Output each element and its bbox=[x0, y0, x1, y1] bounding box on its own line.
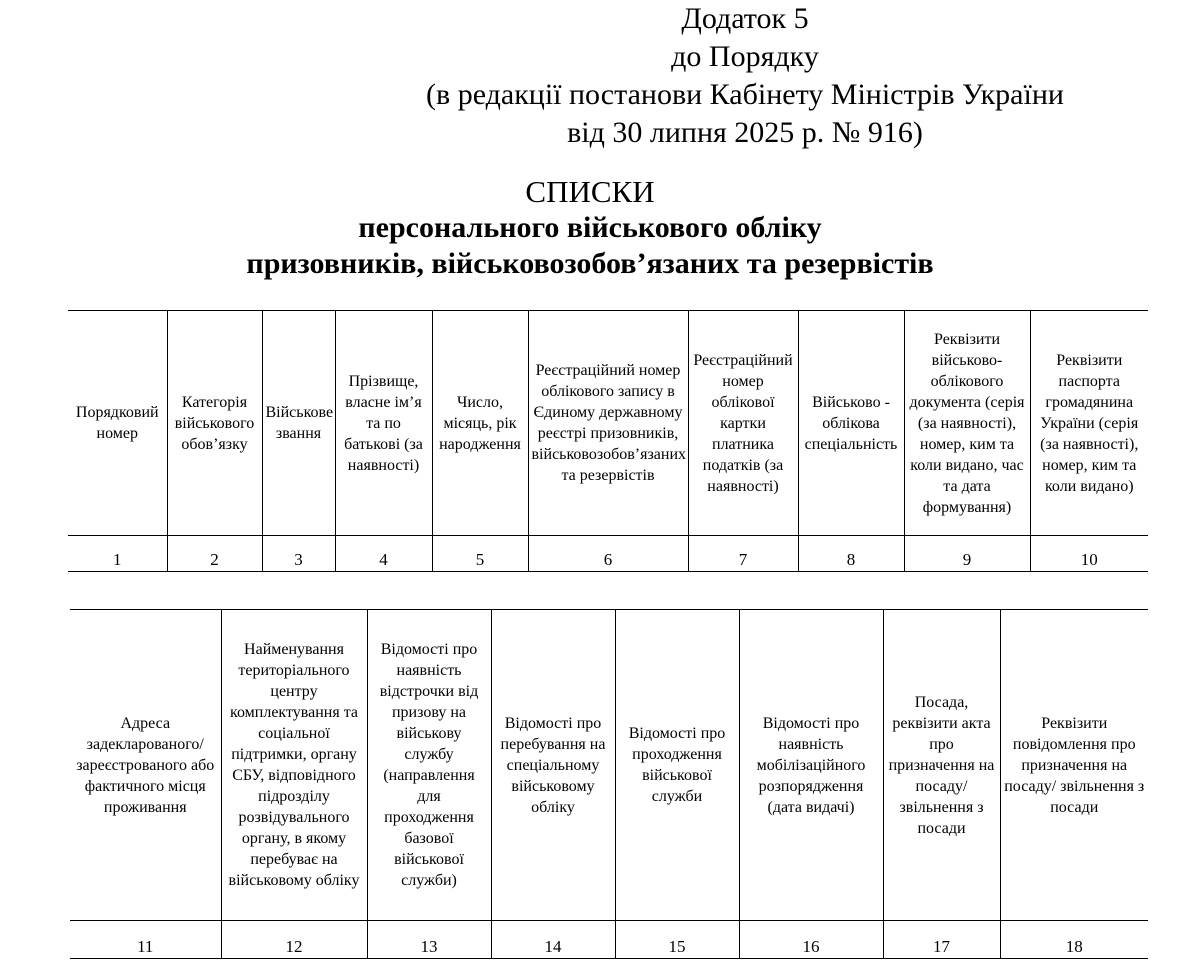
column-number: 3 bbox=[262, 536, 335, 572]
column-header: Прізвище, власне ім’я та по батькові (за наявності) bbox=[335, 311, 432, 536]
column-number: 2 bbox=[167, 536, 262, 572]
column-header: Реквізити паспорта громадянина України (серія (за наявності), номер, ким та коли видано) bbox=[1030, 311, 1148, 536]
title-line-2: персонального військового обліку bbox=[358, 211, 822, 244]
column-header: Реєстраційний номер облікової картки платника податків (за наявності) bbox=[688, 311, 798, 536]
column-number: 11 bbox=[70, 921, 221, 959]
column-number: 5 bbox=[432, 536, 528, 572]
column-number: 9 bbox=[904, 536, 1030, 572]
column-header: Відомості про наявність мобілізаційного розпорядження (дата видачі) bbox=[739, 610, 883, 921]
column-number: 18 bbox=[1000, 921, 1148, 959]
column-header: Військово - облікова спеціальність bbox=[798, 311, 904, 536]
column-number: 14 bbox=[491, 921, 615, 959]
column-number: 1 bbox=[68, 536, 167, 572]
column-number: 6 bbox=[528, 536, 688, 572]
column-number-row bbox=[68, 536, 1148, 572]
annex-number: Додаток 5 bbox=[681, 2, 809, 35]
table-header-row bbox=[68, 311, 1148, 536]
column-number: 10 bbox=[1030, 536, 1148, 572]
column-header: Адреса задекларованого/ зареєстрованого або фактичного місця проживання bbox=[70, 610, 221, 921]
title-line-3: призовників, військовозобов’язаних та резервістів bbox=[246, 247, 934, 280]
column-header: Категорія військового обов’язку bbox=[167, 311, 262, 536]
column-number: 13 bbox=[367, 921, 491, 959]
column-number: 15 bbox=[615, 921, 739, 959]
column-header: Реквізити повідомлення про призначення на посаду/ звільнення з посади bbox=[1000, 610, 1148, 921]
annex-date: від 30 липня 2025 р. № 916) bbox=[567, 116, 923, 149]
register-table-part-2 bbox=[70, 609, 1148, 959]
column-header: Порядковий номер bbox=[68, 311, 167, 536]
column-number: 7 bbox=[688, 536, 798, 572]
document-title bbox=[0, 174, 1180, 282]
column-number: 4 bbox=[335, 536, 432, 572]
column-header: Відомості про проходження військової служби bbox=[615, 610, 739, 921]
column-header: Посада, реквізити акта про призначення на посаду/ звільнення з посади bbox=[883, 610, 1000, 921]
table-header-row bbox=[70, 610, 1148, 921]
register-table-part-1 bbox=[68, 310, 1148, 572]
annex-reference: до Порядку bbox=[671, 40, 819, 73]
column-number-row bbox=[70, 921, 1148, 959]
column-number: 8 bbox=[798, 536, 904, 572]
column-number: 16 bbox=[739, 921, 883, 959]
column-header: Реквізити військово-облікового документа (серія (за наявності), номер, ким та коли видано, час та дата формування) bbox=[904, 311, 1030, 536]
column-header: Найменування територіального центру комплектування та соціальної підтримки, органу СБУ, відповідного підрозділу розвідувального органу, в якому перебуває на військовому обліку bbox=[221, 610, 367, 921]
column-number: 17 bbox=[883, 921, 1000, 959]
annex-header bbox=[380, 0, 1110, 152]
column-header: Число, місяць, рік народження bbox=[432, 311, 528, 536]
column-header: Відомості про перебування на спеціальному військовому обліку bbox=[491, 610, 615, 921]
annex-edition: (в редакції постанови Кабінету Міністрів України bbox=[426, 78, 1064, 111]
column-header: Реєстраційний номер облікового запису в Єдиному державному реєстрі призовників, військовозобов’язаних та резервістів bbox=[528, 311, 688, 536]
title-main: СПИСКИ bbox=[525, 174, 655, 209]
column-header: Відомості про наявність відстрочки від призову на військову службу (направлення для проходження базової військової служби) bbox=[367, 610, 491, 921]
column-header: Військове звання bbox=[262, 311, 335, 536]
column-number: 12 bbox=[221, 921, 367, 959]
